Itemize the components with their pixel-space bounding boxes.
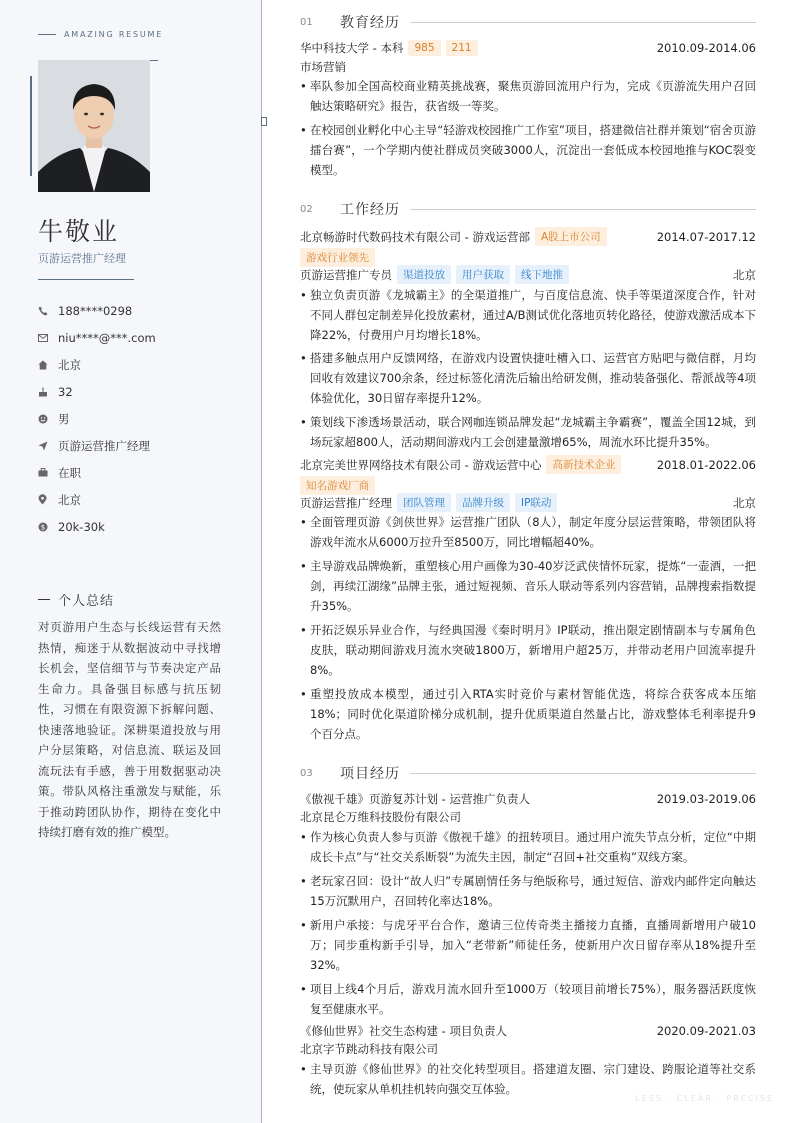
job-company-row [300, 227, 756, 246]
mail-icon [38, 334, 58, 342]
job-role-row [300, 265, 756, 284]
job-bullet: • 主导游戏品牌焕新，重塑核心用户画像为30-40岁泛武侠情怀玩家，提炼“一壶酒，一把剑，再续江湖缘”品牌主张，通过短视频、音乐人联动等系列内容营销，品牌搜索指数提升35%。 [300, 556, 756, 616]
job-date: 2014.07-2017.12 [656, 229, 756, 244]
job-bullet: • 搭建多触点用户反馈网络，在游戏内设置快捷吐槽入口、运营官方贴吧与微信群，月均回收有效建议700余条，经过标签化清洗后输出给研发侧，推动装备强化、帮派战等4项体验优化，30日留存率提升12%。 [300, 348, 756, 408]
info-age [38, 378, 156, 405]
project-company: 北京昆仑万维科技股份有限公司 [300, 810, 461, 824]
section-title: 教育经历 [340, 15, 400, 31]
info-email [38, 324, 156, 351]
project-company-row [300, 809, 756, 825]
home-text: 北京 [58, 357, 81, 372]
school-name: 华中科技大学 - 本科 [300, 41, 404, 55]
home-icon [38, 360, 58, 370]
location-text: 北京 [58, 492, 81, 507]
section-title: 工作经历 [340, 202, 400, 218]
job-bullet: • 重塑投放成本模型，通过引入RTA实时竞价与素材智能优选，将综合获客成本压缩18%；同时优化渠道阶梯分成机制，提升优质渠道自然量占比，游戏整体毛利率提升9个百分点。 [300, 684, 756, 744]
candidate-title: 页游运营推广经理 [38, 252, 126, 265]
contact-info [38, 297, 156, 540]
section-title: 项目经历 [340, 766, 400, 782]
project-title-row [300, 1023, 756, 1039]
email-text: niu****@***.com [58, 330, 156, 345]
photo-accent-bar [30, 76, 32, 176]
company-tag: 游戏行业领先 [300, 248, 375, 267]
role-tag: 渠道投放 [397, 265, 451, 284]
section-number: 01 [300, 16, 313, 28]
company-tag: A股上市公司 [535, 227, 607, 246]
position-text: 页游运营推广经理 [58, 438, 150, 453]
section-education-header [300, 12, 756, 32]
info-home [38, 351, 156, 378]
major-name: 市场营销 [300, 60, 346, 74]
company-tag: 高新技术企业 [546, 455, 621, 474]
summary-title: 个人总结 [58, 594, 115, 609]
section-projects-header [300, 763, 756, 783]
school-tag: 211 [446, 40, 478, 56]
photo-corner-line [150, 60, 158, 61]
info-gender [38, 405, 156, 432]
project-bullet: • 作为核心负责人参与页游《傲视千雄》的扭转项目。通过用户流失节点分析，定位“中期成长卡点”与“社交关系断裂”为流失主因，制定“召回+社交重构”双线方案。 [300, 827, 756, 867]
project-bullet: • 主导页游《修仙世界》的社交化转型项目。搭建道友圈、宗门建设、跨服论道等社交系统，使玩家从单机挂机转向强交互体验。 [300, 1059, 756, 1099]
project-bullet: • 老玩家召回：设计“故人归”专属剧情任务与绝版称号，通过短信、游戏内邮件定向触达15万沉默用户，召回转化率达18%。 [300, 871, 756, 911]
info-position [38, 432, 156, 459]
project-title-row [300, 791, 756, 807]
divider-marker [261, 117, 267, 126]
section-number: 03 [300, 767, 313, 779]
job-role: 页游运营推广专员 [300, 267, 392, 282]
phone-icon [38, 306, 58, 316]
education-major-row [300, 59, 756, 75]
job-role: 页游运营推广经理 [300, 495, 392, 510]
profile-photo [38, 60, 150, 192]
school-tag: 985 [408, 40, 440, 56]
role-tag: IP联动 [515, 493, 557, 512]
job-date: 2018.01-2022.06 [656, 457, 756, 472]
info-location [38, 486, 156, 513]
job-bullet: • 独立负责页游《龙城霸主》的全渠道推广，与百度信息流、快手等渠道深度合作，针对不同人群包定制差异化投放素材，通过A/B测试优化落地页转化路径，使游戏激活成本下降22%，付费用户月均增长18%。 [300, 285, 756, 345]
role-tag: 线下地推 [515, 265, 569, 284]
section-number: 02 [300, 203, 313, 215]
project-company-row [300, 1041, 756, 1057]
project-date: 2019.03-2019.06 [656, 792, 756, 806]
info-salary [38, 513, 156, 540]
send-icon [38, 441, 58, 451]
svg-text:$: $ [40, 523, 46, 531]
project-name: 《修仙世界》社交生态构建 - 项目负责人 [300, 1024, 507, 1038]
salary-text: 20k-30k [58, 519, 105, 534]
job-bullet: • 全面管理页游《剑侠世界》运营推广团队（8人），制定年度分层运营策略，带领团队将游戏年流水从6000万拉升至8500万，同比增幅超40%。 [300, 512, 756, 552]
job-company-row [300, 455, 756, 474]
salary-icon [38, 522, 58, 532]
education-bullet: • 率队参加全国高校商业精英挑战赛，聚焦页游回流用户行为，完成《页游流失用户召回触达策略研究》报告，获省级一等奖。 [300, 76, 756, 116]
candidate-name: 牛敬业 [38, 217, 120, 246]
info-phone [38, 297, 156, 324]
watermark: LESS · CLEAR · PRECISE [635, 1094, 774, 1103]
briefcase-icon [38, 468, 58, 477]
gender-icon [38, 414, 58, 424]
job-role-row [300, 493, 756, 512]
project-bullet: • 项目上线4个月后，游戏月流水回升至1000万（较项目前增长75%），服务器活跃度恢复至健康水平。 [300, 979, 756, 1019]
job-bullet: • 策划线下渗透场景活动，联合网咖连锁品牌发起“龙城霸主争霸赛”，覆盖全国12城，到场玩家超800人，活动期间游戏内工会创建量激增65%，周流水环比提升35%。 [300, 412, 756, 452]
summary-heading [38, 590, 114, 609]
status-text: 在职 [58, 465, 81, 480]
role-tag: 用户获取 [456, 265, 510, 284]
cake-icon [38, 387, 58, 397]
gender-text: 男 [58, 411, 70, 426]
job-city: 北京 [733, 267, 756, 282]
education-school-row [300, 40, 756, 56]
education-bullet: • 在校园创业孵化中心主导“轻游戏校园推广工作室”项目，搭建微信社群并策划“宿舍页游擂台赛”，一个学期内使社群成员突破3000人，沉淀出一套低成本校园地推与KOC裂变模型。 [300, 120, 756, 180]
age-text: 32 [58, 384, 73, 399]
project-company: 北京字节跳动科技有限公司 [300, 1042, 438, 1056]
project-date: 2020.09-2021.03 [656, 1024, 756, 1038]
brand-text: AMAZING RESUME [64, 30, 164, 39]
company-name: 北京畅游时代数码技术有限公司 - 游戏运营部 [300, 229, 530, 244]
section-work-header [300, 199, 756, 219]
brand [38, 30, 163, 39]
role-tag: 团队管理 [397, 493, 451, 512]
title-underline [38, 279, 134, 280]
company-name: 北京完美世界网络技术有限公司 - 游戏运营中心 [300, 457, 542, 472]
project-name: 《傲视千雄》页游复苏计划 - 运营推广负责人 [300, 792, 530, 806]
role-tag: 品牌升级 [456, 493, 510, 512]
education-date: 2010.09-2014.06 [656, 41, 756, 55]
summary-text: 对页游用户生态与长线运营有天然热情，痴迷于从数据波动中寻找增长机会，坚信细节与节奏决定产品生命力。具备强目标感与抗压韧性，习惯在有限资源下拆解问题、快速落地验证。深耕渠道投放与用户分层策略，对信息流、联运及回流玩法有手感，善于用数据驱动决策。带队风格注重激发与赋能，乐于推动跨团队协作，期待在变化中持续打磨有效的推广模型。 [38, 620, 221, 839]
company-tag: 知名游戏厂商 [300, 476, 375, 495]
job-bullet: • 开拓泛娱乐异业合作，与经典国漫《秦时明月》IP联动，推出限定剧情副本与专属角色皮肤，联动期间游戏月流水突破1800万，新增用户超25万，并带动老用户回流率提升8%。 [300, 620, 756, 680]
job-city: 北京 [733, 495, 756, 510]
location-icon [38, 494, 58, 505]
phone-text: 188****0298 [58, 303, 133, 318]
project-bullet: • 新用户承接：与虎牙平台合作，邀请三位传奇类主播接力直播，直播周新增用户破10万；同步重构新手引导，加入“老带新”师徒任务，使新用户次日留存率从18%提升至32%。 [300, 915, 756, 975]
info-status [38, 459, 156, 486]
